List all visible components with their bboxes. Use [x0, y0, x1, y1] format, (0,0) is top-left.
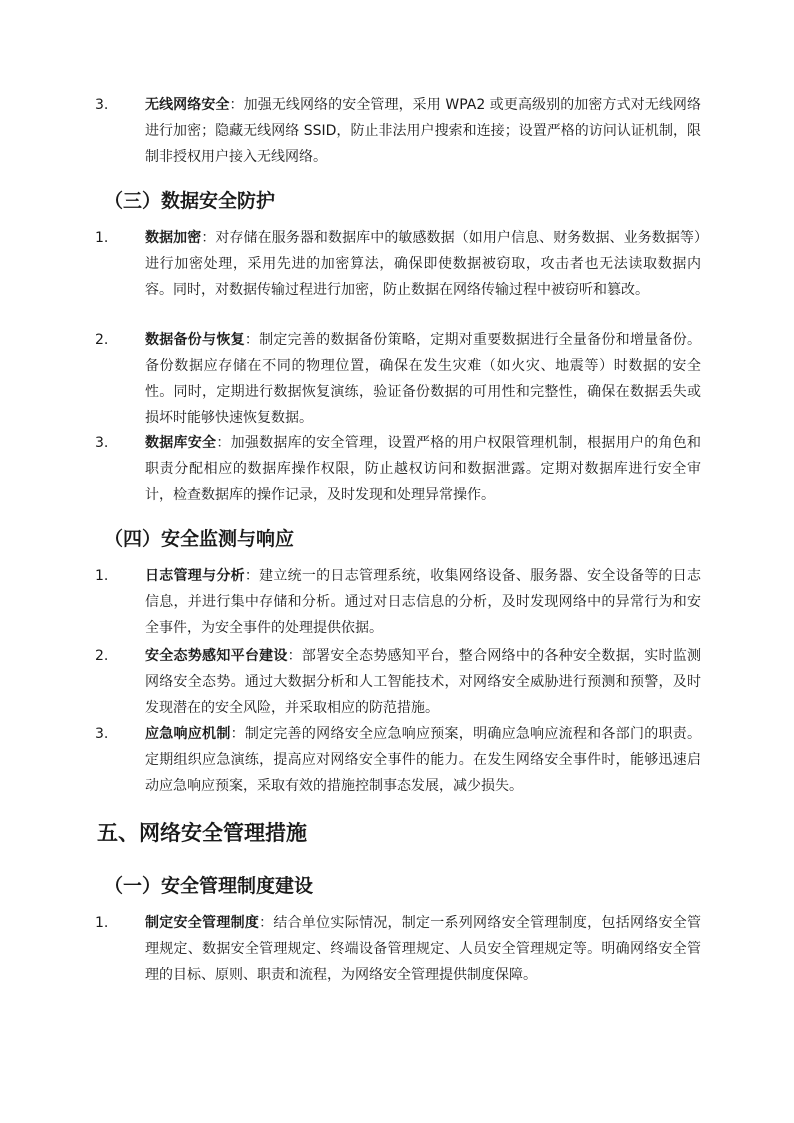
list-number: 3. [95, 435, 109, 451]
list-number: 2. [95, 332, 109, 348]
list-item-body [145, 430, 701, 508]
item-text: 建立统一的日志管理系统，收集网络设备、服务器、安全设备等的日志信息，并进行集中存储和分析。通过对日志信息的分析，及时发现网络中的异常行为和安全事件，为安全事件的处理提供依据。 [145, 568, 702, 636]
section-heading-data-security: （三）数据安全防护 [104, 190, 276, 212]
item-separator: ： [229, 97, 244, 113]
item-term: 日志管理与分析 [145, 568, 245, 584]
item-text: 加强数据库的安全管理，设置严格的用户权限管理机制，根据用户的角色和职责分配相应的数据库操作权限，防止越权访问和数据泄露。定期对数据库进行安全审计，检查数据库的操作记录，及时发现和处理异常操作。 [145, 435, 702, 503]
item-term: 数据库安全 [145, 435, 217, 451]
chapter-heading-management-measures: 五、网络安全管理措施 [97, 821, 307, 845]
section-heading-security-monitoring: （四）安全监测与响应 [104, 528, 295, 550]
list-item-body [145, 721, 701, 799]
list-number: 1. [95, 568, 109, 584]
item-text: 制定完善的网络安全应急响应预案，明确应急响应流程和各部门的职责。定期组织应急演练，提高应对网络安全事件的能力。在发生网络安全事件时，能够迅速启动应急响应预案，采取有效的措施控制事态发展，减少损失。 [145, 726, 702, 794]
item-term: 数据加密 [145, 230, 202, 246]
list-number: 1. [95, 230, 109, 246]
list-item-body [145, 92, 701, 170]
list-item-body [145, 225, 701, 303]
item-term: 安全态势感知平台建设 [145, 648, 288, 664]
list-item-body [145, 643, 701, 721]
item-text: 结合单位实际情况，制定一系列网络安全管理制度，包括网络安全管理规定、数据安全管理规定、终端设备管理规定、人员安全管理规定等。明确网络安全管理的目标、原则、职责和流程，为网络安全管理提供制度保障。 [145, 915, 702, 983]
item-separator: ： [201, 230, 216, 246]
item-text: 制定完善的数据备份策略，定期对重要数据进行全量备份和增量备份。备份数据应存储在不同的物理位置，确保在发生灾难（如火灾、地震等）时数据的安全性。同时，定期进行数据恢复演练，验证备份数据的可用性和完整性，确保在数据丢失或损坏时能够快速恢复数据。 [145, 332, 702, 426]
item-term: 制定安全管理制度 [145, 915, 260, 931]
item-text: 部署安全态势感知平台，整合网络中的各种安全数据，实时监测网络安全态势。通过大数据分析和人工智能技术，对网络安全威胁进行预测和预警，及时发现潜在的安全风险，并采取相应的防范措施。 [145, 648, 702, 716]
item-term: 应急响应机制 [145, 726, 231, 742]
list-item-body [145, 327, 701, 431]
list-number: 2. [95, 648, 109, 664]
section-heading-management-system: （一）安全管理制度建设 [104, 875, 314, 897]
list-number: 3. [95, 726, 109, 742]
item-separator: ： [287, 648, 302, 664]
list-item-body [145, 910, 701, 988]
item-separator: ： [216, 435, 231, 451]
item-separator: ： [259, 915, 274, 931]
item-term: 无线网络安全 [145, 97, 230, 113]
item-separator: ： [230, 726, 245, 742]
item-term: 数据备份与恢复 [145, 332, 245, 348]
item-separator: ： [244, 332, 260, 348]
list-number: 3. [95, 97, 109, 113]
list-item-body [145, 563, 701, 641]
item-text: 对存储在服务器和数据库中的敏感数据（如用户信息、财务数据、业务数据等）进行加密处理，采用先进的加密算法，确保即使数据被窃取，攻击者也无法读取数据内容。同时，对数据传输过程进行加密，防止数据在网络传输过程中被窃听和篡改。 [145, 230, 702, 298]
item-separator: ： [244, 568, 260, 584]
item-text: 加强无线网络的安全管理，采用 WPA2 或更高级别的加密方式对无线网络进行加密；隐藏无线网络 SSID，防止非法用户搜索和连接；设置严格的访问认证机制，限制非授权用户接入无线网络。 [145, 97, 702, 165]
list-number: 1. [95, 915, 109, 931]
